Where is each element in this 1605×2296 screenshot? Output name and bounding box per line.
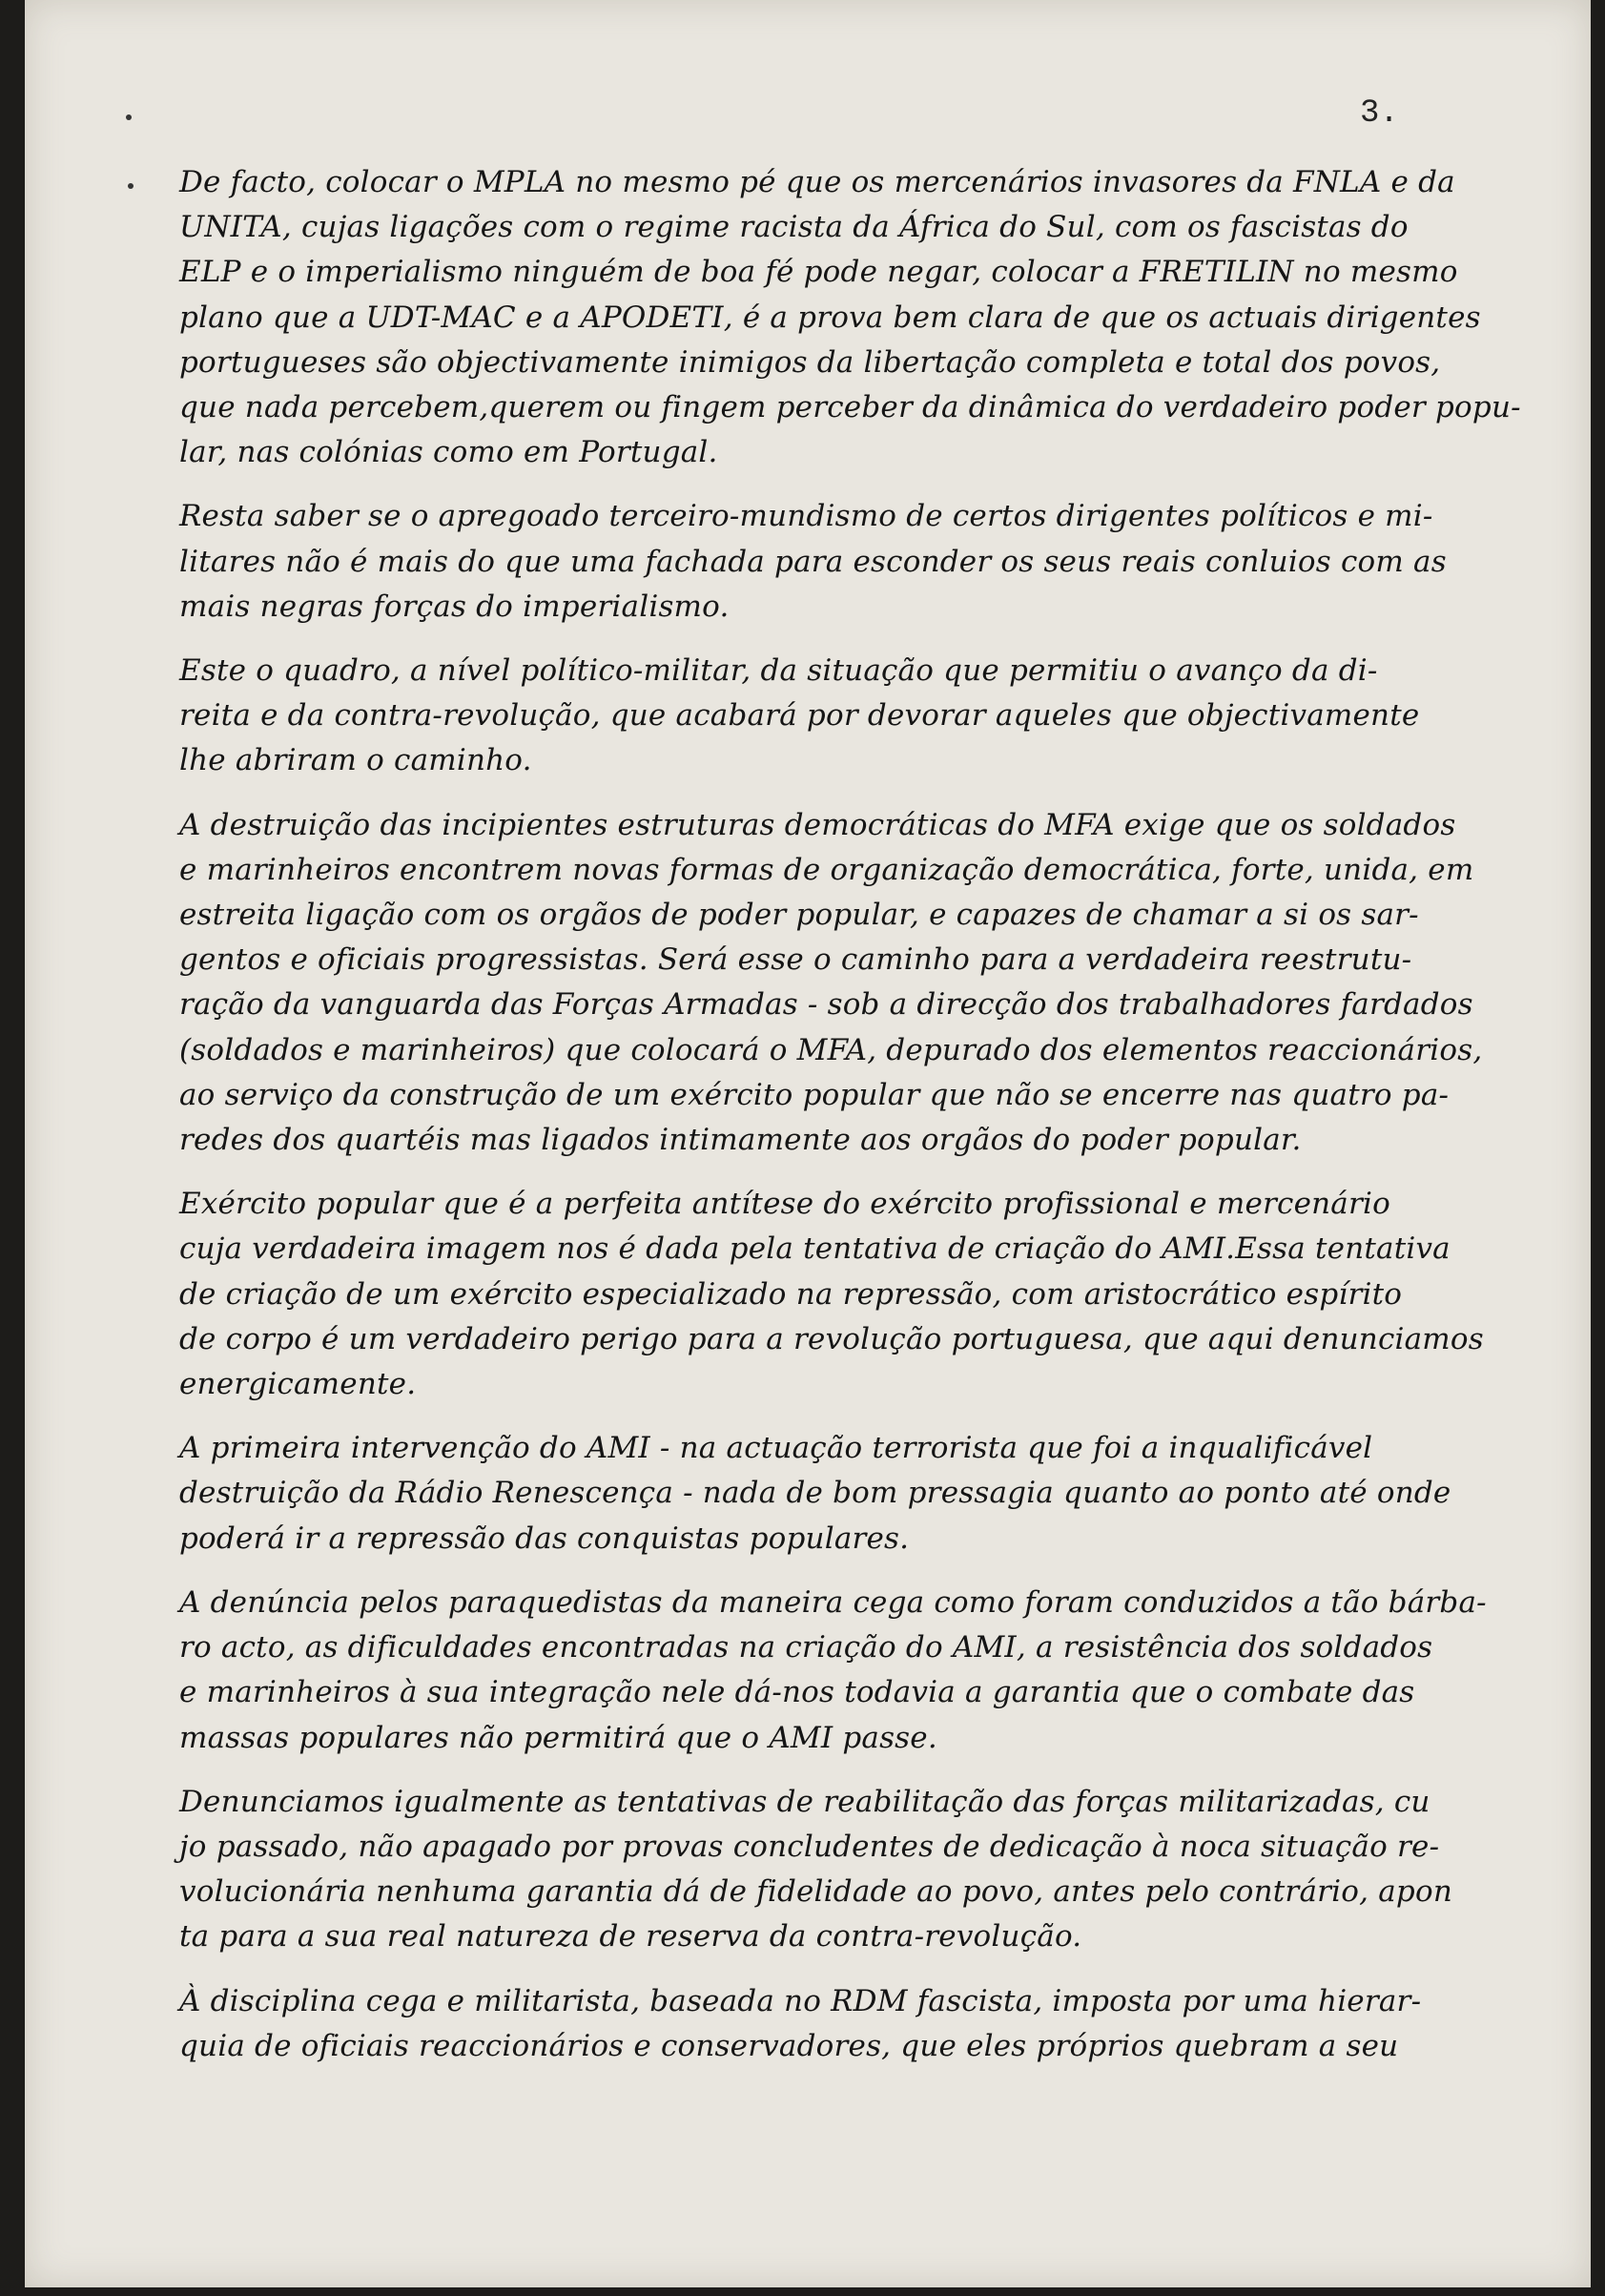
text-line: e marinheiros encontrem novas formas de organização democrática, forte, unida, em: [179, 852, 1474, 887]
text-line: Este o quadro, a nível político-militar, da situação que permitiu o avanço da di-: [179, 653, 1378, 689]
text-line: poderá ir a repressão das conquistas populares.: [179, 1520, 910, 1556]
punch-mark: [128, 183, 134, 189]
paragraph: [179, 1780, 1495, 1960]
text-line: cuja verdadeira imagem nos é dada pela tentativa de criação do AMI.Essa tentativa: [179, 1231, 1451, 1267]
paragraph: [179, 803, 1495, 1164]
text-line: Resta saber se o apregoado terceiro-mundismo de certos dirigentes políticos e mi-: [179, 499, 1433, 534]
text-line: volucionária nenhuma garantia dá de fidelidade ao povo, antes pelo contrário, apon: [179, 1874, 1452, 1910]
text-line: (soldados e marinheiros) que colocará o MFA, depurado dos elementos reaccionários,: [179, 1032, 1483, 1067]
text-line: ao serviço da construção de um exército popular que não se encerre nas quatro pa-: [179, 1077, 1450, 1112]
text-line: lhe abriram o caminho.: [179, 743, 532, 778]
text-line: jo passado, não apagado por provas concludentes de dedicação à noca situação re-: [179, 1829, 1440, 1864]
paragraph: [179, 494, 1495, 630]
text-line: ELP e o imperialismo ninguém de boa fé pode negar, colocar a FRETILIN no mesmo: [179, 255, 1458, 290]
text-line: que nada percebem,querem ou fingem perceber da dinâmica do verdadeiro poder popu-: [179, 390, 1521, 425]
paragraph: [179, 1581, 1495, 1761]
text-line: Denunciamos igualmente as tentativas de reabilitação das forças militarizadas, cu: [179, 1784, 1430, 1819]
text-line: estreita ligação com os orgãos de poder popular, e capazes de chamar a si os sar-: [179, 898, 1419, 933]
text-line: plano que a UDT-MAC e a APODETI, é a prova bem clara de que os actuais dirigentes: [179, 300, 1481, 335]
text-line: gentos e oficiais progressistas. Será esse o caminho para a verdadeira reestrutu-: [179, 942, 1412, 978]
punch-mark: [126, 114, 132, 120]
paragraph: [179, 1426, 1495, 1562]
text-line: e marinheiros à sua integração nele dá-nos todavia a garantia que o combate das: [179, 1675, 1415, 1710]
page-number: 3.: [1360, 95, 1399, 132]
text-line: A primeira intervenção do AMI - na actuação terrorista que foi a inqualificável: [179, 1431, 1373, 1466]
text-line: massas populares não permitirá que o AMI passe.: [179, 1720, 937, 1755]
text-line: destruição da Rádio Renescença - nada de bom pressagia quanto ao ponto até onde: [179, 1476, 1451, 1511]
text-line: lar, nas colónias como em Portugal.: [179, 435, 718, 470]
paragraph: [179, 1182, 1495, 1407]
paragraph: [179, 1979, 1495, 2069]
paragraph: [179, 160, 1521, 475]
text-line: redes dos quartéis mas ligados intimamente aos orgãos do poder popular.: [179, 1123, 1302, 1158]
text-line: de corpo é um verdadeiro perigo para a revolução portuguesa, que aqui denunciamos: [179, 1321, 1484, 1356]
text-line: A denúncia pelos paraquedistas da maneira cega como foram conduzidos a tão bárba-: [179, 1584, 1487, 1620]
text-line: energicamente.: [179, 1367, 417, 1402]
text-line: À disciplina cega e militarista, baseada no RDM fascista, imposta por uma hierar-: [179, 1983, 1422, 2018]
text-line: portugueses são objectivamente inimigos da libertação completa e total dos povos,: [179, 344, 1441, 380]
text-line: quia de oficiais reaccionários e conservadores, que eles próprios quebram a seu: [179, 2028, 1399, 2063]
document-page: [25, 0, 1591, 2287]
text-line: ração da vanguarda das Forças Armadas - sob a direcção dos trabalhadores fardados: [179, 987, 1473, 1023]
text-line: reita e da contra-revolução, que acabará por devorar aqueles que objectivamente: [179, 698, 1420, 734]
text-line: de criação de um exército especializado na repressão, com aristocrático espírito: [179, 1276, 1403, 1312]
text-line: mais negras forças do imperialismo.: [179, 589, 730, 624]
body-text: [179, 160, 1521, 2088]
text-line: UNITA, cujas ligações com o regime racista da África do Sul, com os fascistas do: [179, 210, 1409, 245]
text-line: litares não é mais do que uma fachada para esconder os seus reais conluios com as: [179, 544, 1447, 579]
text-line: ro acto, as dificuldades encontradas na criação do AMI, a resistência dos soldados: [179, 1630, 1433, 1665]
text-line: Exército popular que é a perfeita antítese do exército profissional e mercenário: [179, 1187, 1390, 1222]
paragraph: [179, 649, 1495, 784]
text-line: De facto, colocar o MPLA no mesmo pé que os mercenários invasores da FNLA e da: [179, 165, 1455, 199]
text-line: ta para a sua real natureza de reserva da contra-revolução.: [179, 1919, 1082, 1955]
text-line: A destruição das incipientes estruturas democráticas do MFA exige que os soldados: [179, 807, 1456, 842]
